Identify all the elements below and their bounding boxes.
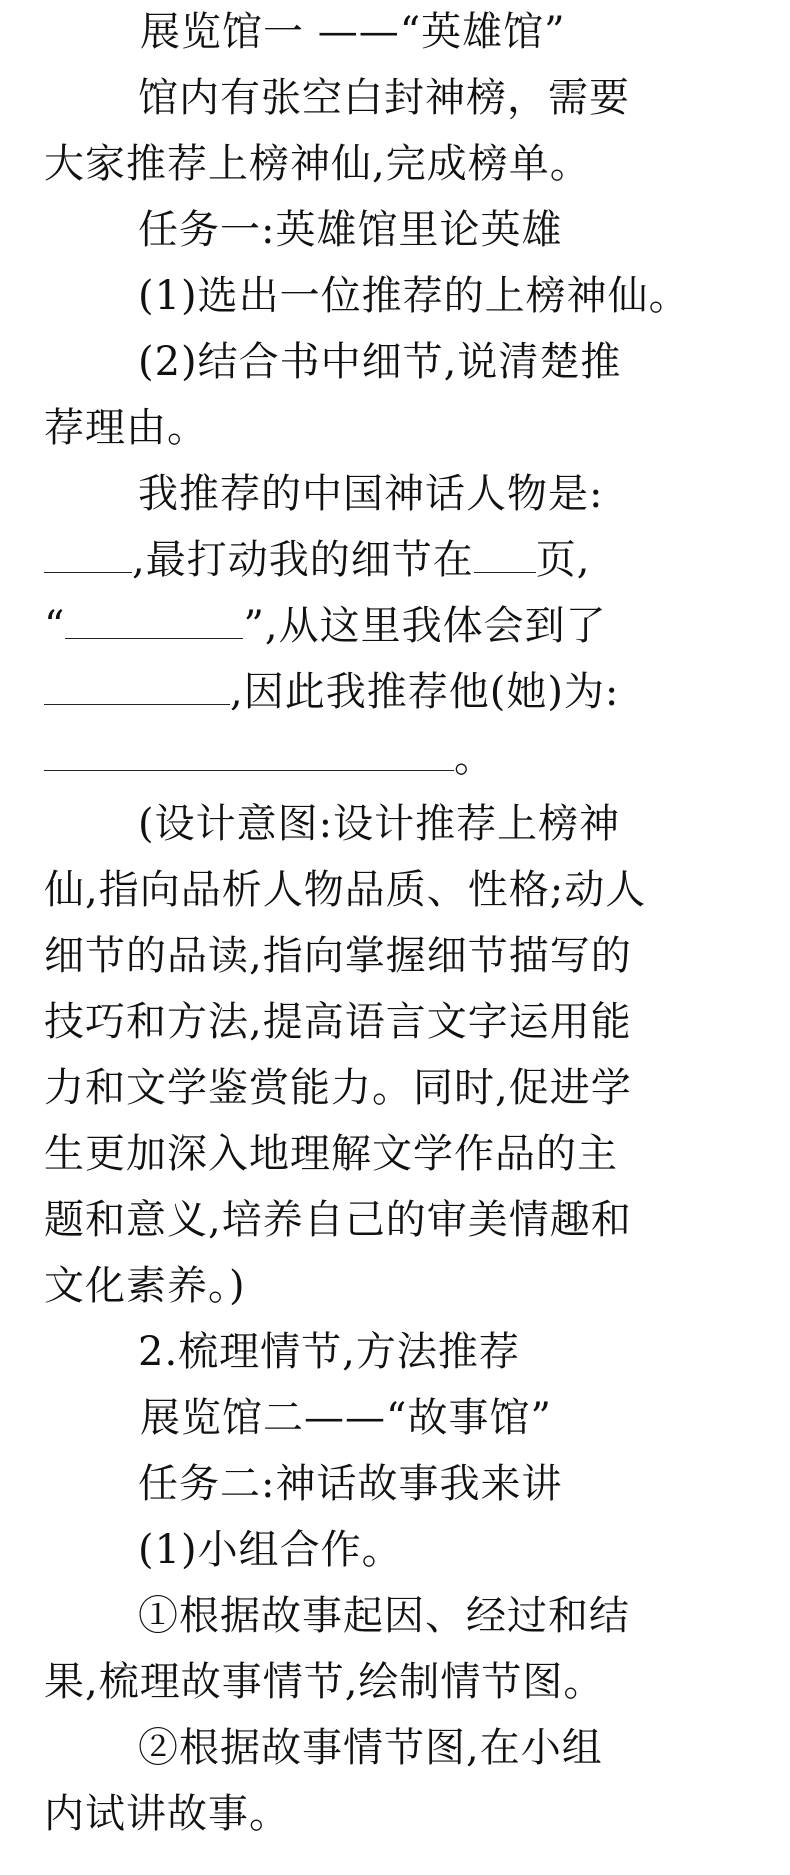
paragraph-line: 大家推荐上榜神仙,完成榜单。: [44, 141, 591, 187]
design-note-line: 技巧和方法,提高语言文字运用能: [44, 999, 632, 1045]
fill-in-prompt: 我推荐的中国神话人物是:: [138, 471, 604, 517]
fill-in-line: [44, 662, 744, 722]
design-note-line: 生更加深入地理解文学作品的主: [44, 1131, 618, 1177]
answer-blank[interactable]: [474, 532, 536, 573]
design-note-line: (设计意图:设计推荐上榜神: [138, 801, 621, 847]
design-note-line: 仙,指向品析人物品质、性格;动人: [44, 867, 647, 913]
section-heading: 2.梳理情节,方法推荐: [138, 1329, 520, 1375]
paragraph-line: 荐理由。: [44, 405, 208, 451]
fill-in-text: 。: [454, 735, 495, 781]
fill-in-line: [44, 728, 744, 788]
design-note-line: 题和意义,培养自己的审美情趣和: [44, 1197, 632, 1243]
answer-blank[interactable]: [44, 532, 132, 573]
task-one-heading: 任务一:英雄馆里论英雄: [138, 207, 563, 253]
design-note-line: 文化素养。): [44, 1263, 246, 1309]
fill-in-text: ”,从这里我体会到了: [243, 603, 607, 649]
fill-in-text: “: [44, 603, 66, 649]
fill-in-text: ,最打动我的细节在: [132, 537, 474, 583]
paragraph-line: 内试讲故事。: [44, 1791, 290, 1837]
answer-blank[interactable]: [65, 598, 243, 639]
fill-in-text: 页,: [535, 537, 591, 583]
task-item-1: (1)选出一位推荐的上榜神仙。: [138, 273, 690, 319]
step-item-2: ②根据故事情节图,在小组: [138, 1725, 603, 1771]
design-note-line: 力和文学鉴赏能力。同时,促进学: [44, 1065, 632, 1111]
task-two-heading: 任务二:神话故事我来讲: [138, 1461, 563, 1507]
paragraph-line: 果,梳理故事情节,绘制情节图。: [44, 1659, 605, 1705]
fill-in-text: ,因此我推荐他(她)为:: [230, 669, 620, 715]
answer-blank[interactable]: [44, 664, 230, 705]
step-item-1: ①根据故事起因、经过和结: [138, 1593, 630, 1639]
exhibit-two-title: 展览馆二——“故事馆”: [140, 1395, 552, 1441]
exhibit-one-title: 展览馆一 ——“英雄馆”: [140, 9, 566, 55]
fill-in-line: [44, 530, 744, 590]
fill-in-line: [44, 596, 744, 656]
task-item-2: (2)结合书中细节,说清楚推: [138, 339, 622, 385]
answer-blank[interactable]: [44, 730, 454, 771]
task-item-1: (1)小组合作。: [138, 1527, 403, 1573]
design-note-line: 细节的品读,指向掌握细节描写的: [44, 933, 632, 979]
paragraph-line: 馆内有张空白封神榜，需要: [138, 75, 630, 121]
